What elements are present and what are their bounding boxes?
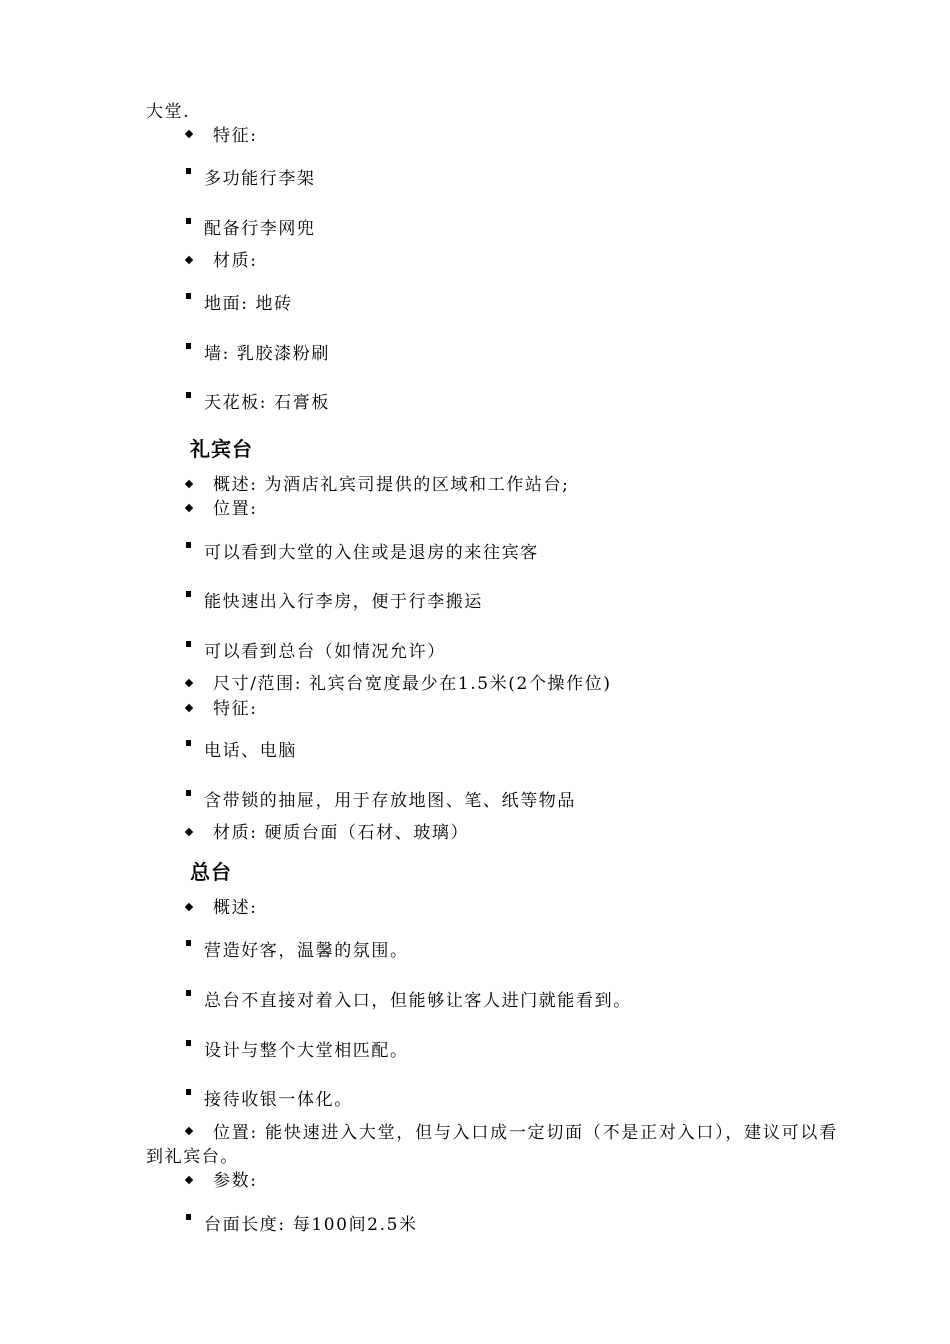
- front-desk-location-line-1: 位置: 能快速进入大堂，但与入口成一定切面（不是正对入口），建议可以看: [213, 1123, 838, 1143]
- square-bullet-icon: [186, 343, 191, 349]
- square-bullet-icon: [186, 641, 191, 647]
- lobby-material-item: 天花板: 石膏板: [204, 393, 330, 413]
- square-bullet-icon: [186, 940, 191, 946]
- lobby-title: 大堂.: [146, 102, 191, 122]
- front-desk-overview-item: 总台不直接对着入口，但能够让客人进门就能看到。: [204, 991, 632, 1011]
- lobby-material-item: 地面: 地砖: [204, 294, 293, 314]
- square-bullet-icon: [186, 392, 191, 398]
- square-bullet-icon: [186, 1040, 191, 1046]
- square-bullet-icon: [186, 218, 191, 224]
- diamond-bullet-icon: [185, 679, 193, 687]
- lobby-material-label: 材质:: [213, 251, 258, 271]
- square-bullet-icon: [186, 990, 191, 996]
- concierge-location-label: 位置:: [213, 499, 258, 519]
- diamond-bullet-icon: [185, 504, 193, 512]
- square-bullet-icon: [186, 168, 191, 174]
- concierge-features-label: 特征:: [213, 699, 258, 719]
- front-desk-overview-item: 接待收银一体化。: [204, 1090, 353, 1110]
- front-desk-overview-item: 营造好客，温馨的氛围。: [204, 941, 409, 961]
- diamond-bullet-icon: [185, 480, 193, 488]
- front-desk-params-label: 参数:: [213, 1171, 258, 1191]
- concierge-feature-item: 电话、电脑: [204, 741, 297, 761]
- lobby-material-item: 墙: 乳胶漆粉刷: [204, 344, 330, 364]
- lobby-feature-item: 多功能行李架: [204, 169, 316, 189]
- square-bullet-icon: [186, 293, 191, 299]
- lobby-feature-item: 配备行李网兜: [204, 219, 316, 239]
- concierge-feature-item: 含带锁的抽屉，用于存放地图、笔、纸等物品: [204, 791, 576, 811]
- diamond-bullet-icon: [185, 828, 193, 836]
- diamond-bullet-icon: [185, 704, 193, 712]
- concierge-location-item: 能快速出入行李房，便于行李搬运: [204, 592, 483, 612]
- front-desk-overview-item: 设计与整个大堂相匹配。: [204, 1041, 409, 1061]
- front-desk-heading: 总台: [190, 860, 232, 884]
- lobby-features-label: 特征:: [213, 126, 258, 146]
- diamond-bullet-icon: [185, 1127, 193, 1135]
- concierge-heading: 礼宾台: [190, 437, 253, 461]
- square-bullet-icon: [186, 542, 191, 548]
- front-desk-location-line-2: 到礼宾台。: [146, 1147, 239, 1167]
- concierge-material: 材质: 硬质台面（石材、玻璃）: [213, 823, 470, 843]
- diamond-bullet-icon: [185, 1176, 193, 1184]
- diamond-bullet-icon: [185, 130, 193, 138]
- square-bullet-icon: [186, 591, 191, 597]
- concierge-overview: 概述: 为酒店礼宾司提供的区域和工作站台;: [213, 475, 570, 495]
- concierge-location-item: 可以看到总台（如情况允许）: [204, 642, 446, 662]
- square-bullet-icon: [186, 790, 191, 796]
- concierge-size: 尺寸/范围: 礼宾台宽度最少在1.5米(2个操作位): [213, 674, 612, 694]
- diamond-bullet-icon: [185, 256, 193, 264]
- front-desk-overview-label: 概述:: [213, 898, 258, 918]
- front-desk-param-item: 台面长度: 每100间2.5米: [204, 1215, 418, 1235]
- concierge-location-item: 可以看到大堂的入住或是退房的来往宾客: [204, 543, 539, 563]
- square-bullet-icon: [186, 1089, 191, 1095]
- diamond-bullet-icon: [185, 903, 193, 911]
- square-bullet-icon: [186, 1214, 191, 1220]
- square-bullet-icon: [186, 740, 191, 746]
